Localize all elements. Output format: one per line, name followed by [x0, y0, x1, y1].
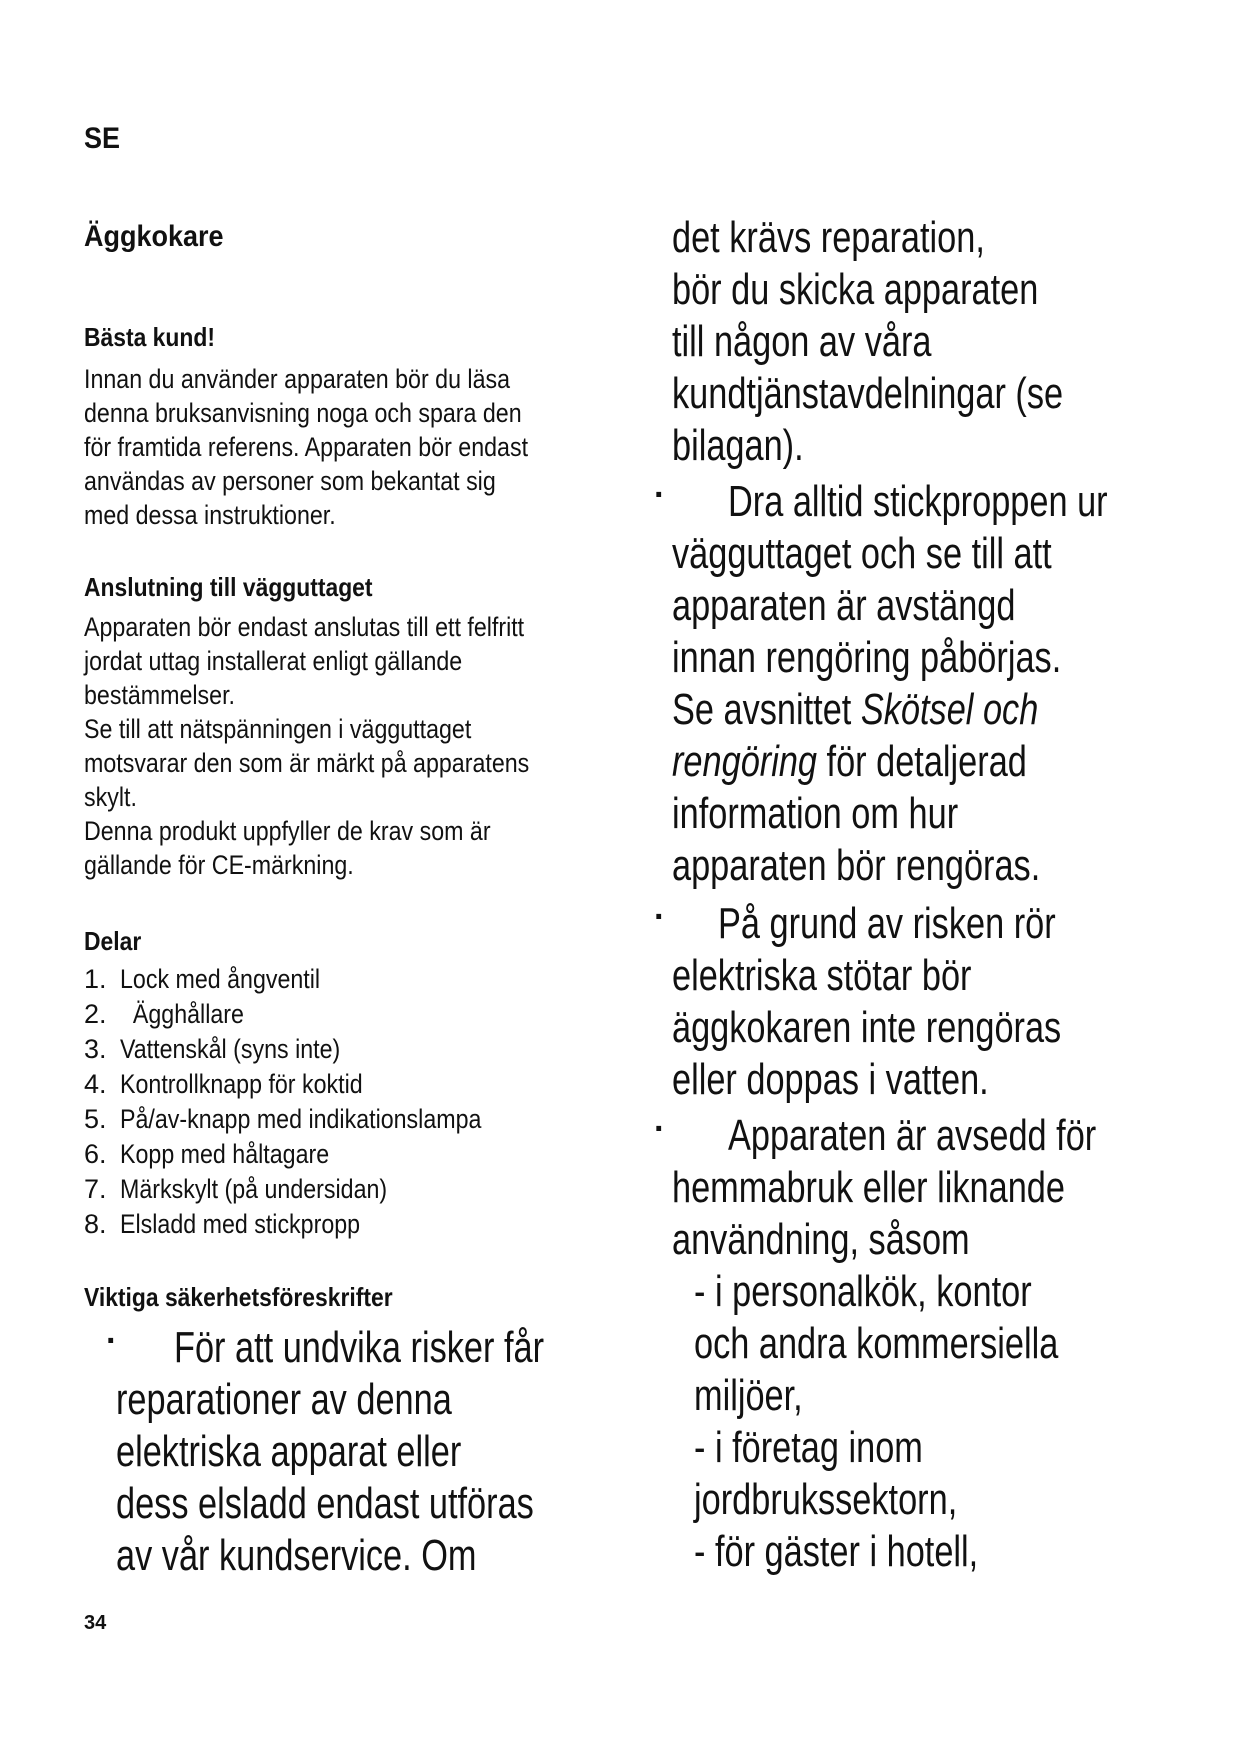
- safety-line: - i personalkök, kontor: [694, 1267, 1032, 1316]
- language-code: SE: [84, 122, 121, 155]
- safety-line: hemmabruk eller liknande: [672, 1163, 1065, 1212]
- safety-line: jordbrukssektorn,: [694, 1475, 958, 1524]
- safety-line: - för gäster i hotell,: [694, 1527, 979, 1576]
- connection-heading: Anslutning till vägguttaget: [84, 572, 373, 602]
- connection-line: Se till att nätspänningen i vägguttaget: [84, 714, 472, 744]
- safety-line: Se avsnittet Skötsel och: [672, 685, 1039, 734]
- bullet-icon: ·: [654, 898, 666, 936]
- safety-line: Dra alltid stickproppen ur: [728, 477, 1108, 526]
- page-number: 34: [84, 1612, 107, 1634]
- safety-line: dess elsladd endast utföras: [116, 1479, 534, 1528]
- safety-line: För att undvika risker får: [174, 1323, 545, 1372]
- safety-line: elektriska apparat eller: [116, 1427, 462, 1476]
- safety-line: - i företag inom: [694, 1423, 923, 1472]
- safety-heading: Viktiga säkerhetsföreskrifter: [84, 1282, 393, 1312]
- safety-line: innan rengöring påbörjas.: [672, 633, 1062, 682]
- bullet-icon: ·: [106, 1322, 118, 1360]
- parts-heading: Delar: [84, 926, 142, 956]
- intro-line: Innan du använder apparaten bör du läsa: [84, 364, 511, 394]
- safety-line: På grund av risken rör: [718, 899, 1056, 948]
- connection-line: motsvarar den som är märkt på apparatens: [84, 748, 530, 778]
- list-item: 8. Elsladd med stickpropp: [84, 1209, 361, 1239]
- safety-line: och andra kommersiella: [694, 1319, 1059, 1368]
- safety-line: kundtjänstavdelningar (se: [672, 369, 1064, 418]
- safety-line: rengöring för detaljerad: [672, 737, 1027, 786]
- list-item: 7. Märkskylt (på undersidan): [84, 1174, 388, 1204]
- safety-line: det krävs reparation,: [672, 213, 985, 262]
- safety-line: apparaten bör rengöras.: [672, 841, 1041, 890]
- safety-line: reparationer av denna: [116, 1375, 452, 1424]
- safety-line: information om hur: [672, 789, 959, 838]
- intro-line: för framtida referens. Apparaten bör endast: [84, 432, 529, 462]
- connection-line: jordat uttag installerat enligt gällande: [84, 646, 463, 676]
- list-item: 5. På/av-knapp med indikationslampa: [84, 1104, 482, 1134]
- list-item: 3. Vattenskål (syns inte): [84, 1034, 341, 1064]
- safety-line: eller doppas i vatten.: [672, 1055, 989, 1104]
- connection-line: skylt.: [84, 782, 137, 812]
- safety-line: Apparaten är avsedd för: [728, 1111, 1097, 1160]
- list-item: 4. Kontrollknapp för koktid: [84, 1069, 363, 1099]
- safety-line: av vår kundservice. Om: [116, 1531, 477, 1580]
- safety-line: användning, såsom: [672, 1215, 970, 1264]
- bullet-icon: ·: [654, 476, 666, 514]
- connection-line: Apparaten bör endast anslutas till ett felfritt: [84, 612, 525, 642]
- safety-line: elektriska stötar bör: [672, 951, 972, 1000]
- safety-line: miljöer,: [694, 1371, 803, 1420]
- safety-line: apparaten är avstängd: [672, 581, 1016, 630]
- safety-line: bilagan).: [672, 421, 804, 470]
- page-title: Äggkokare: [84, 220, 224, 253]
- bullet-icon: ·: [654, 1110, 666, 1148]
- connection-line: gällande för CE-märkning.: [84, 850, 354, 880]
- intro-line: med dessa instruktioner.: [84, 500, 336, 530]
- intro-heading: Bästa kund!: [84, 322, 215, 352]
- intro-line: användas av personer som bekantat sig: [84, 466, 496, 496]
- safety-line: vägguttaget och se till att: [672, 529, 1052, 578]
- safety-line: till någon av våra: [672, 317, 932, 366]
- list-item: 1. Lock med ångventil: [84, 964, 321, 994]
- list-item: 2. Ägghållare: [84, 999, 244, 1029]
- list-item: 6. Kopp med håltagare: [84, 1139, 330, 1169]
- connection-line: Denna produkt uppfyller de krav som är: [84, 816, 491, 846]
- safety-line: äggkokaren inte rengöras: [672, 1003, 1062, 1052]
- intro-line: denna bruksanvisning noga och spara den: [84, 398, 522, 428]
- safety-line: bör du skicka apparaten: [672, 265, 1039, 314]
- connection-line: bestämmelser.: [84, 680, 235, 710]
